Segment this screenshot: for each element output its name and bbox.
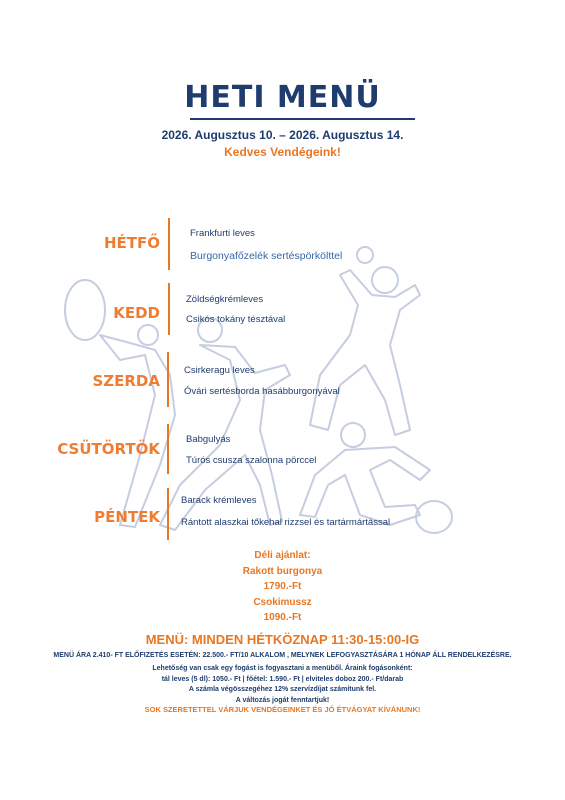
daily-offer-price: 1790.-Ft xyxy=(263,581,302,592)
footer-note: A számla végösszegéhez 12% szervízdíjat számítunk fel. xyxy=(188,686,377,693)
main-course-wednesday: Óvári sertésborda hasábburgonyával xyxy=(184,386,340,397)
greeting: Kedves Vendégeink! xyxy=(224,145,341,159)
day-divider xyxy=(168,218,170,270)
footer-note: A változás jogát fenntartjuk! xyxy=(235,696,330,704)
main-course-monday: Burgonyafőzelék sertéspörkölttel xyxy=(190,250,343,262)
day-label-friday: PÉNTEK xyxy=(94,508,160,526)
daily-offer-item: Csokimussz xyxy=(253,596,312,608)
soup-wednesday: Csirkeragu leves xyxy=(184,365,255,376)
daily-offer xyxy=(0,548,565,626)
day-label-thursday: CSÜTÖRTÖK xyxy=(57,440,160,458)
day-divider xyxy=(167,424,169,474)
day-divider xyxy=(168,283,170,335)
title-underline xyxy=(190,118,415,120)
page-title: HETI MENÜ xyxy=(184,80,381,115)
menu-hours: MENÜ: MINDEN HÉTKÖZNAP 11:30-15:00-IG xyxy=(145,632,420,647)
main-course-friday: Rántott alaszkai tőkehal rizzsel és tartármártással xyxy=(181,517,391,528)
menu-price-info: MENÜ ÁRA 2.410- FT ELŐFIZETÉS ESETÉN: 22.500.- FT/10 ALKALOM , MELYNEK LEFOGYASZTÁSÁRA 1 HÓNAP ÁLL RENDELKEZÉSRE. xyxy=(53,652,512,659)
soup-thursday: Babgulyás xyxy=(186,434,231,445)
daily-offer-heading: Déli ajánlat: xyxy=(254,550,311,561)
main-course-thursday: Túrós csusza szalonna pörccel xyxy=(186,455,317,466)
soup-tuesday: Zöldségkrémleves xyxy=(186,294,264,305)
date-range: 2026. Augusztus 10. – 2026. Augusztus 14. xyxy=(161,128,404,142)
basketball-player-silhouette xyxy=(310,247,420,435)
day-divider xyxy=(167,488,169,540)
closing-message: SOK SZERETETTEL VÁRJUK VENDÉGEINKET ÉS JÓ ÉTVÁGYAT KÍVÁNUNK! xyxy=(144,705,421,714)
main-course-tuesday: Csikós tokány tésztával xyxy=(186,314,286,325)
daily-offer-price: 1090.-Ft xyxy=(263,612,302,623)
day-divider xyxy=(167,352,169,407)
footer-notes xyxy=(0,664,565,706)
day-label-tuesday: KEDD xyxy=(113,304,160,322)
footer-note: tál leves (5 dl): 1050.- Ft | főétel: 1.590.- Ft | elviteles doboz 200.- Ft/darab xyxy=(161,675,404,683)
daily-offer-item: Rakott burgonya xyxy=(242,565,323,577)
soup-friday: Barack krémleves xyxy=(181,495,257,506)
day-label-monday: HÉTFŐ xyxy=(103,234,160,252)
footer-note: Lehetőség van csak egy fogást is fogyasztani a menüből. Áraink fogásonként: xyxy=(152,665,413,672)
soup-monday: Frankfurti leves xyxy=(190,228,255,239)
day-label-wednesday: SZERDA xyxy=(92,372,160,390)
